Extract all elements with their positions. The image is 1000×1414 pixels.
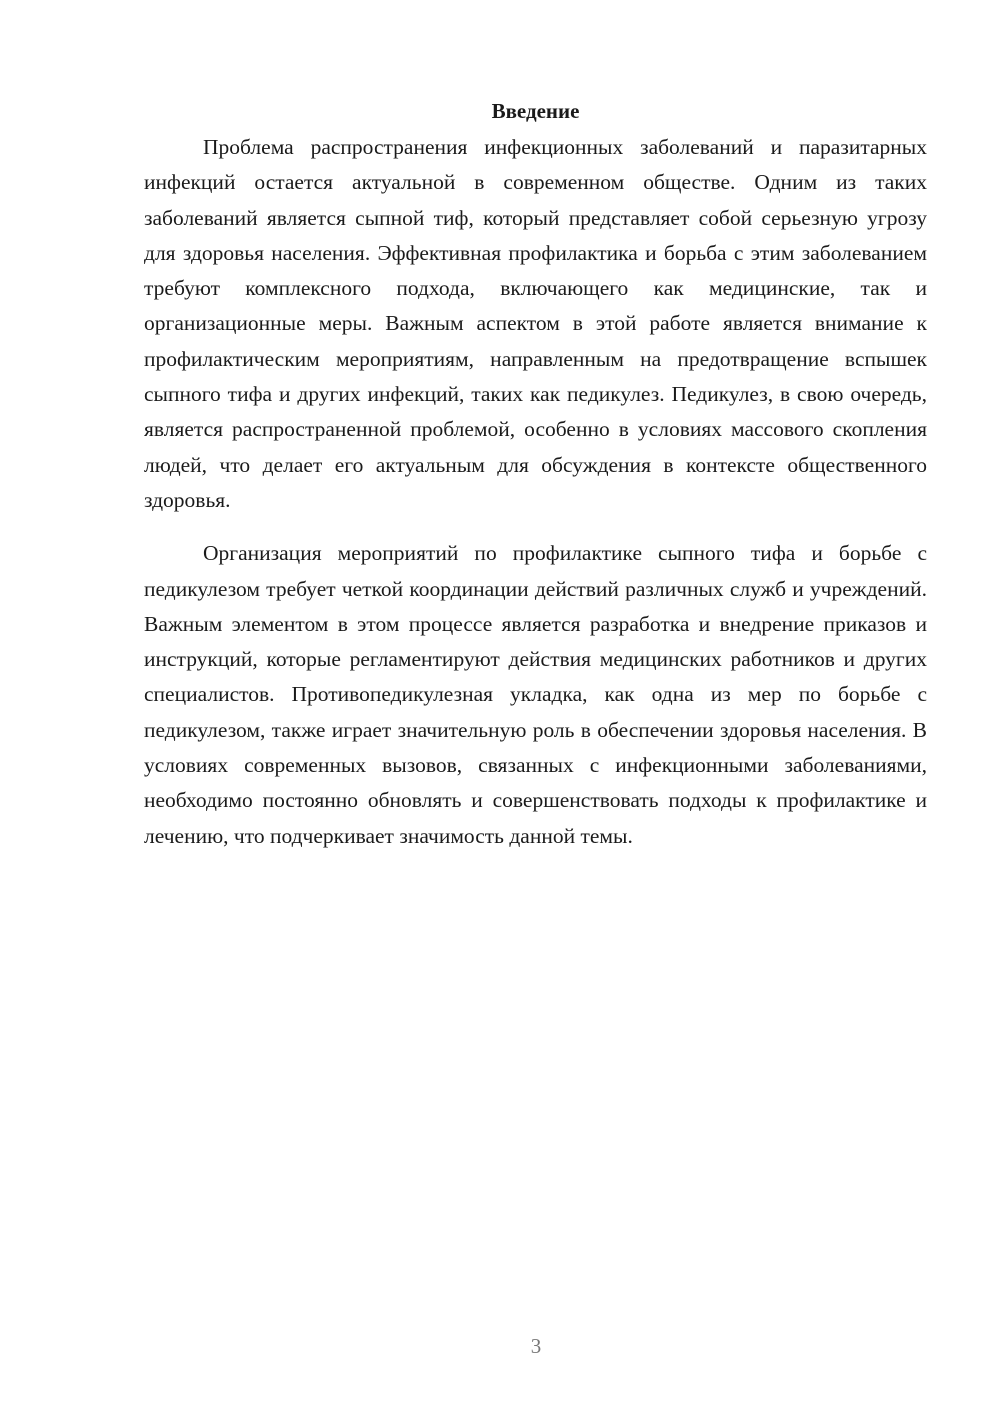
paragraph-2: Организация мероприятий по профилактике сыпного тифа и борьбе с педикулезом требует четкой координации действий различных служб и учреждений. Важным элементом в этом процессе является разработка и внедрение приказов и инструкций, которые регламентируют действия медицинских работников и других специалистов. Противопедикулезная укладка, как одна из мер по борьбе с педикулезом, также играет значительную роль в обеспечении здоровья населения. В условиях современных вызовов, связанных с инфекционными заболеваниями, необходимо постоянно обновлять и совершенствовать подходы к профилактике и лечению, что подчеркивает значимость данной темы. bbox=[144, 541, 927, 848]
page-number: 3 bbox=[530, 1334, 542, 1358]
section-heading: Введение bbox=[491, 99, 580, 123]
paragraph-1: Проблема распространения инфекционных заболеваний и паразитарных инфекций остается актуальной в современном обществе. Одним из таких заболеваний является сыпной тиф, который представляет собой серьезную угрозу для здоровья населения. Эффективная профилактика и борьба с этим заболеванием требуют комплексного подхода, включающего как медицинские, так и организационные меры. Важным аспектом в этой работе является внимание к профилактическим мероприятиям, направленным на предотвращение вспышек сыпного тифа и других инфекций, таких как педикулез. Педикулез, в свою очередь, является распространенной проблемой, особенно в условиях массового скопления людей, что делает его актуальным для обсуждения в контексте общественного здоровья. bbox=[144, 135, 927, 512]
page-content bbox=[144, 96, 927, 854]
